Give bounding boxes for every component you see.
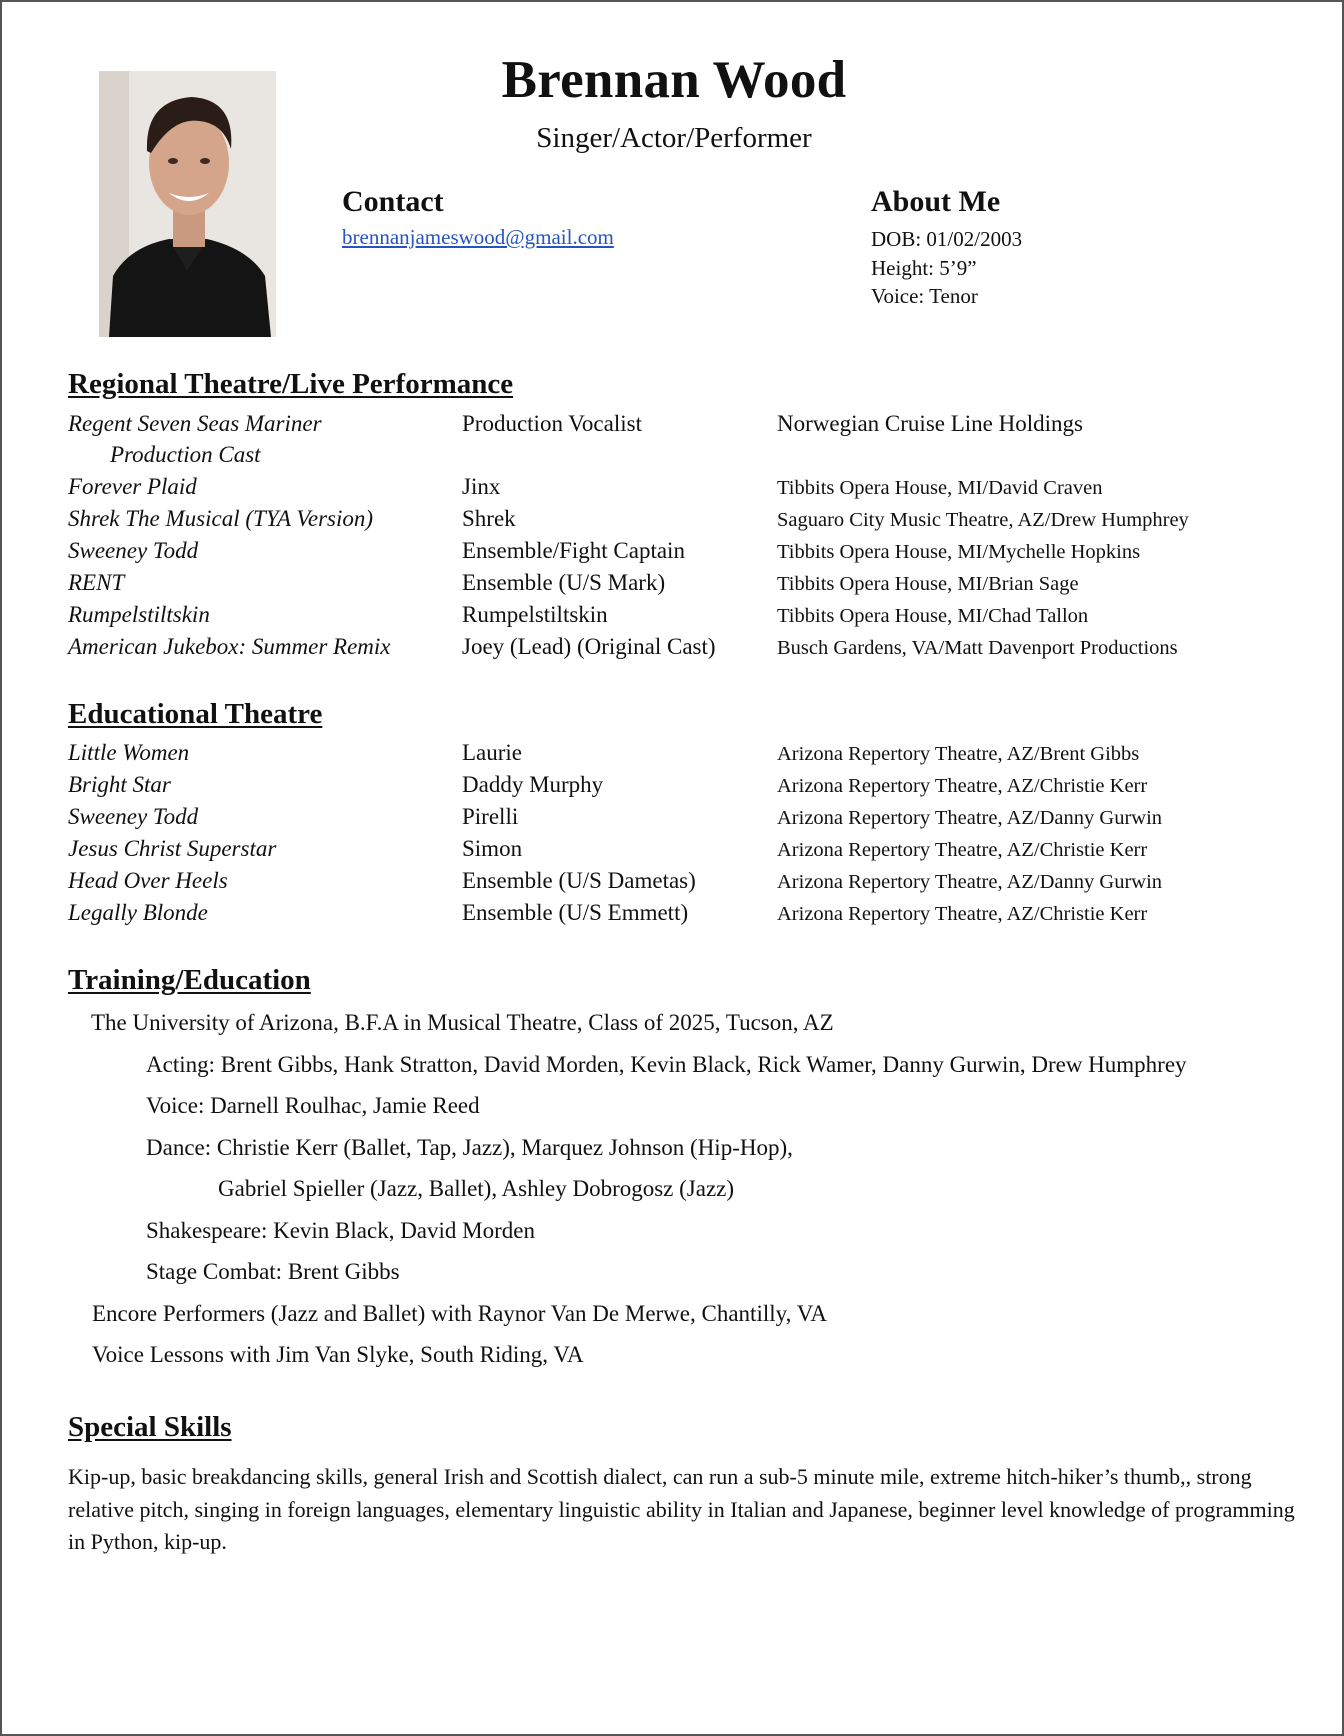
credit-title: Jesus Christ Superstar <box>68 836 277 861</box>
credit-row <box>68 801 1298 833</box>
credit-row <box>68 897 1298 929</box>
credit-venue: Busch Gardens, VA/Matt Davenport Productions <box>777 637 1178 659</box>
credit-title: Sweeney Todd <box>68 804 199 829</box>
credit-title-line2: Production Cast <box>110 442 261 467</box>
credit-row <box>68 503 1298 535</box>
training-stage-combat: Stage Combat: Brent Gibbs <box>146 1259 400 1284</box>
credit-role: Daddy Murphy <box>462 772 604 797</box>
credit-venue: Arizona Repertory Theatre, AZ/Christie Kerr <box>777 903 1148 925</box>
credit-role: Laurie <box>462 740 523 765</box>
credit-role: Pirelli <box>462 804 519 829</box>
voice-text: Voice: Tenor <box>871 284 978 308</box>
credit-title: Shrek The Musical (TYA Version) <box>68 506 374 531</box>
candidate-subtitle: Singer/Actor/Performer <box>536 122 812 154</box>
credit-venue: Arizona Repertory Theatre, AZ/Christie Kerr <box>777 839 1148 861</box>
regional-heading: Regional Theatre/Live Performance <box>68 368 514 400</box>
educational-credits <box>68 737 1298 929</box>
credit-role: Simon <box>462 836 523 861</box>
credit-title: American Jukebox: Summer Remix <box>68 634 391 659</box>
credit-role: Jinx <box>462 474 501 499</box>
credit-role: Production Vocalist <box>462 411 642 436</box>
credit-venue: Saguaro City Music Theatre, AZ/Drew Humphrey <box>777 509 1189 531</box>
email-link[interactable]: brennanjameswood@gmail.com <box>342 225 614 249</box>
credit-title-line1: Regent Seven Seas Mariner <box>68 411 322 436</box>
credit-venue: Norwegian Cruise Line Holdings <box>777 411 1083 436</box>
credit-row <box>68 599 1298 631</box>
headshot-photo <box>99 71 276 337</box>
about-heading: About Me <box>871 185 1001 218</box>
credit-row <box>68 631 1298 663</box>
credit-row <box>68 833 1298 865</box>
credit-role: Joey (Lead) (Original Cast) <box>462 634 716 659</box>
credit-title: RENT <box>68 570 125 595</box>
credit-venue: Arizona Repertory Theatre, AZ/Danny Gurwin <box>777 871 1163 893</box>
training-voice: Voice: Darnell Roulhac, Jamie Reed <box>146 1093 480 1118</box>
credit-role: Rumpelstiltskin <box>462 602 608 627</box>
credit-title: Rumpelstiltskin <box>68 602 210 627</box>
skills-heading: Special Skills <box>68 1411 232 1443</box>
credit-role: Ensemble (U/S Dametas) <box>462 868 696 893</box>
credit-venue: Tibbits Opera House, MI/Brian Sage <box>777 573 1079 595</box>
credit-role: Ensemble (U/S Mark) <box>462 570 666 595</box>
dob-text: DOB: 01/02/2003 <box>871 227 1023 251</box>
credit-role: Shrek <box>462 506 516 531</box>
credit-row <box>68 865 1298 897</box>
training-university: The University of Arizona, B.F.A in Musical Theatre, Class of 2025, Tucson, AZ <box>91 1010 834 1035</box>
credit-venue: Tibbits Opera House, MI/Mychelle Hopkins <box>777 541 1141 563</box>
credit-row <box>68 408 1298 471</box>
credit-row <box>68 471 1298 503</box>
credit-row <box>68 535 1298 567</box>
training-voice-lessons: Voice Lessons with Jim Van Slyke, South Riding, VA <box>92 1342 584 1367</box>
about-details <box>871 225 1022 311</box>
credit-title: Legally Blonde <box>68 900 208 925</box>
credit-row <box>68 737 1298 769</box>
regional-credits <box>68 408 1298 663</box>
credit-venue: Arizona Repertory Theatre, AZ/Danny Gurwin <box>777 807 1163 829</box>
credit-title: Forever Plaid <box>68 474 197 499</box>
credit-title: Head Over Heels <box>68 868 228 893</box>
training-acting: Acting: Brent Gibbs, Hank Stratton, David Morden, Kevin Black, Rick Wamer, Danny Gurwin, Drew Humphrey <box>146 1051 1187 1077</box>
candidate-name: Brennan Wood <box>501 51 847 109</box>
contact-heading: Contact <box>342 185 444 218</box>
skills-text: Kip-up, basic breakdancing skills, general Irish and Scottish dialect, can run a sub-5 minute mile, extreme hitch-hiker’s thumb,, strong relative pitch, singing in foreign languages, elementary linguistic ability in Italian and Japanese, beginner level knowledge of programming in Python, kip-up. <box>68 1464 1295 1554</box>
credit-venue: Arizona Repertory Theatre, AZ/Brent Gibbs <box>777 743 1140 765</box>
training-heading: Training/Education <box>68 964 311 996</box>
credit-venue: Tibbits Opera House, MI/David Craven <box>777 477 1103 499</box>
educational-heading: Educational Theatre <box>68 698 323 730</box>
training-dance: Dance: Christie Kerr (Ballet, Tap, Jazz), Marquez Johnson (Hip-Hop), <box>146 1134 793 1160</box>
credit-title <box>68 408 448 470</box>
height-text: Height: 5’9” <box>871 255 977 280</box>
credit-venue: Arizona Repertory Theatre, AZ/Christie Kerr <box>777 775 1148 797</box>
training-encore: Encore Performers (Jazz and Ballet) with Raynor Van De Merwe, Chantilly, VA <box>92 1300 827 1326</box>
credit-title: Bright Star <box>68 772 171 797</box>
credit-role: Ensemble/Fight Captain <box>462 538 685 563</box>
training-shakespeare: Shakespeare: Kevin Black, David Morden <box>146 1217 535 1243</box>
credit-role: Ensemble (U/S Emmett) <box>462 900 689 925</box>
credit-row <box>68 567 1298 599</box>
credit-title: Little Women <box>68 740 190 765</box>
credit-title: Sweeney Todd <box>68 538 199 563</box>
training-dance-cont: Gabriel Spieller (Jazz, Ballet), Ashley Dobrogosz (Jazz) <box>218 1176 735 1201</box>
credit-venue: Tibbits Opera House, MI/Chad Tallon <box>777 605 1089 627</box>
credit-row <box>68 769 1298 801</box>
training-list <box>68 1002 1308 1376</box>
